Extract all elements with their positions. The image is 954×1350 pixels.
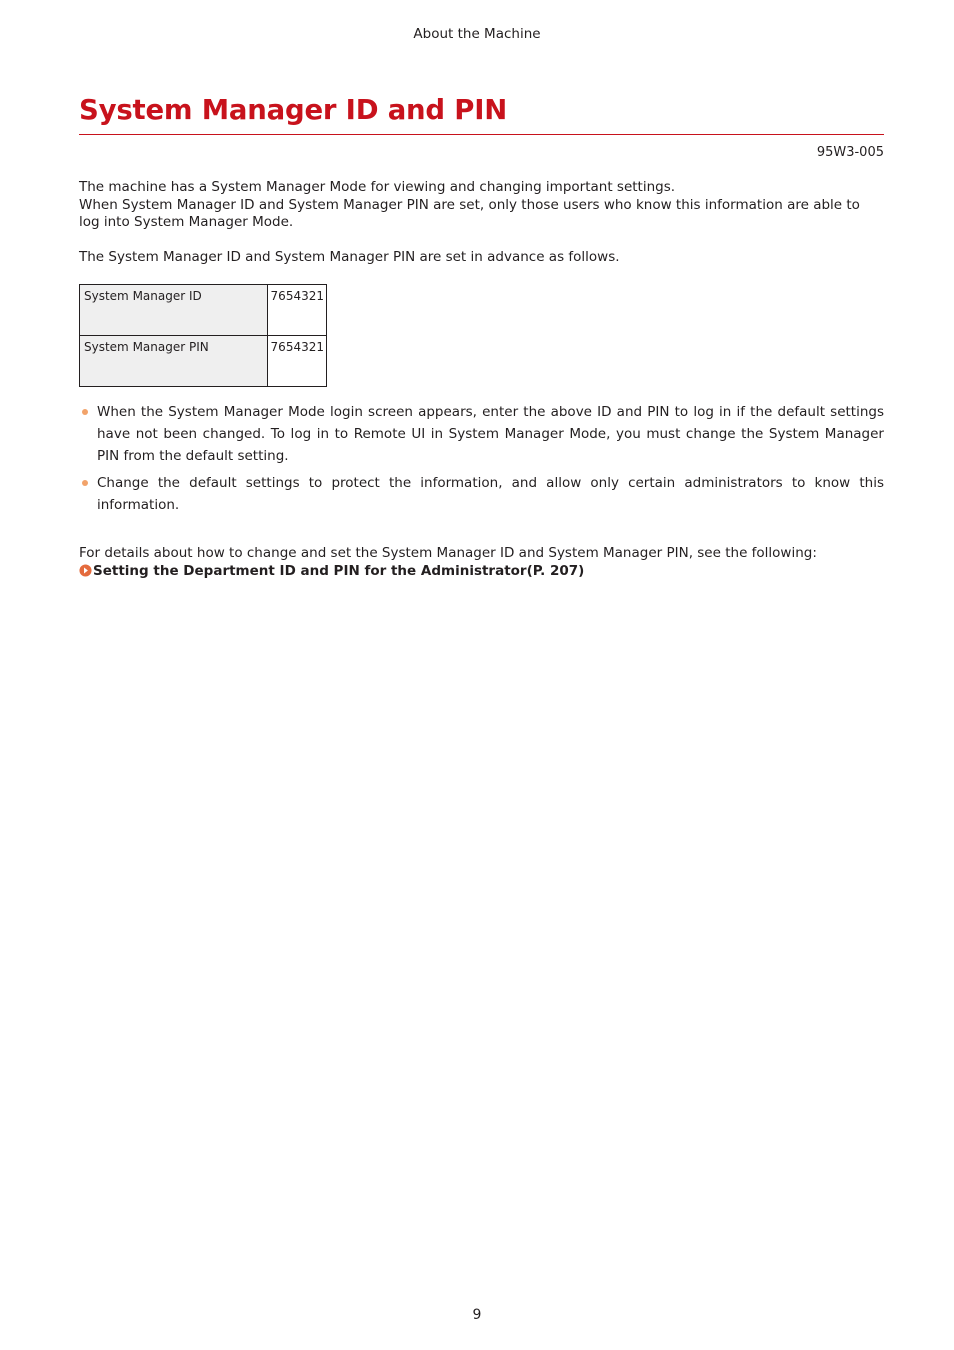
bullet-icon xyxy=(82,480,88,486)
page-title: System Manager ID and PIN xyxy=(79,94,508,126)
document-code: 95W3-005 xyxy=(816,145,884,160)
defaults-intro: The System Manager ID and System Manager PIN are set in advance as follows. xyxy=(79,249,620,265)
details-paragraph: For details about how to change and set the System Manager ID and System Manager PIN, see the following: xyxy=(79,545,817,561)
table-cell-value: 7654321 xyxy=(267,285,326,336)
cross-reference-link[interactable] xyxy=(79,563,584,579)
running-header: About the Machine xyxy=(413,26,541,42)
defaults-table xyxy=(79,284,327,387)
table-cell-label: System Manager PIN xyxy=(80,336,268,387)
note-text: Change the default settings to protect the information, and allow only certain administrators to know this information. xyxy=(97,475,884,513)
note-text: When the System Manager Mode login screen appears, enter the above ID and PIN to log in if the default settings have not been changed. To log in to Remote UI in System Manager Mode, you must change the System Manager PIN from the default setting. xyxy=(97,404,884,464)
table-cell-label: System Manager ID xyxy=(80,285,268,336)
table-cell-value: 7654321 xyxy=(267,336,326,387)
link-text: Setting the Department ID and PIN for the Administrator(P. 207) xyxy=(93,563,585,579)
notes-list xyxy=(79,401,884,521)
intro-line-1: The machine has a System Manager Mode for viewing and changing important settings. xyxy=(79,179,676,195)
bullet-icon xyxy=(82,409,88,415)
page-number: 9 xyxy=(472,1307,482,1323)
list-item xyxy=(79,401,884,467)
table-row xyxy=(80,285,327,336)
title-rule xyxy=(79,134,884,135)
intro-line-2: When System Manager ID and System Manager PIN are set, only those users who know this information are able to log into System Manager Mode. xyxy=(79,196,860,230)
intro-paragraph xyxy=(79,179,884,232)
table-row xyxy=(80,336,327,387)
arrow-circle-icon xyxy=(79,564,92,577)
list-item xyxy=(79,472,884,516)
